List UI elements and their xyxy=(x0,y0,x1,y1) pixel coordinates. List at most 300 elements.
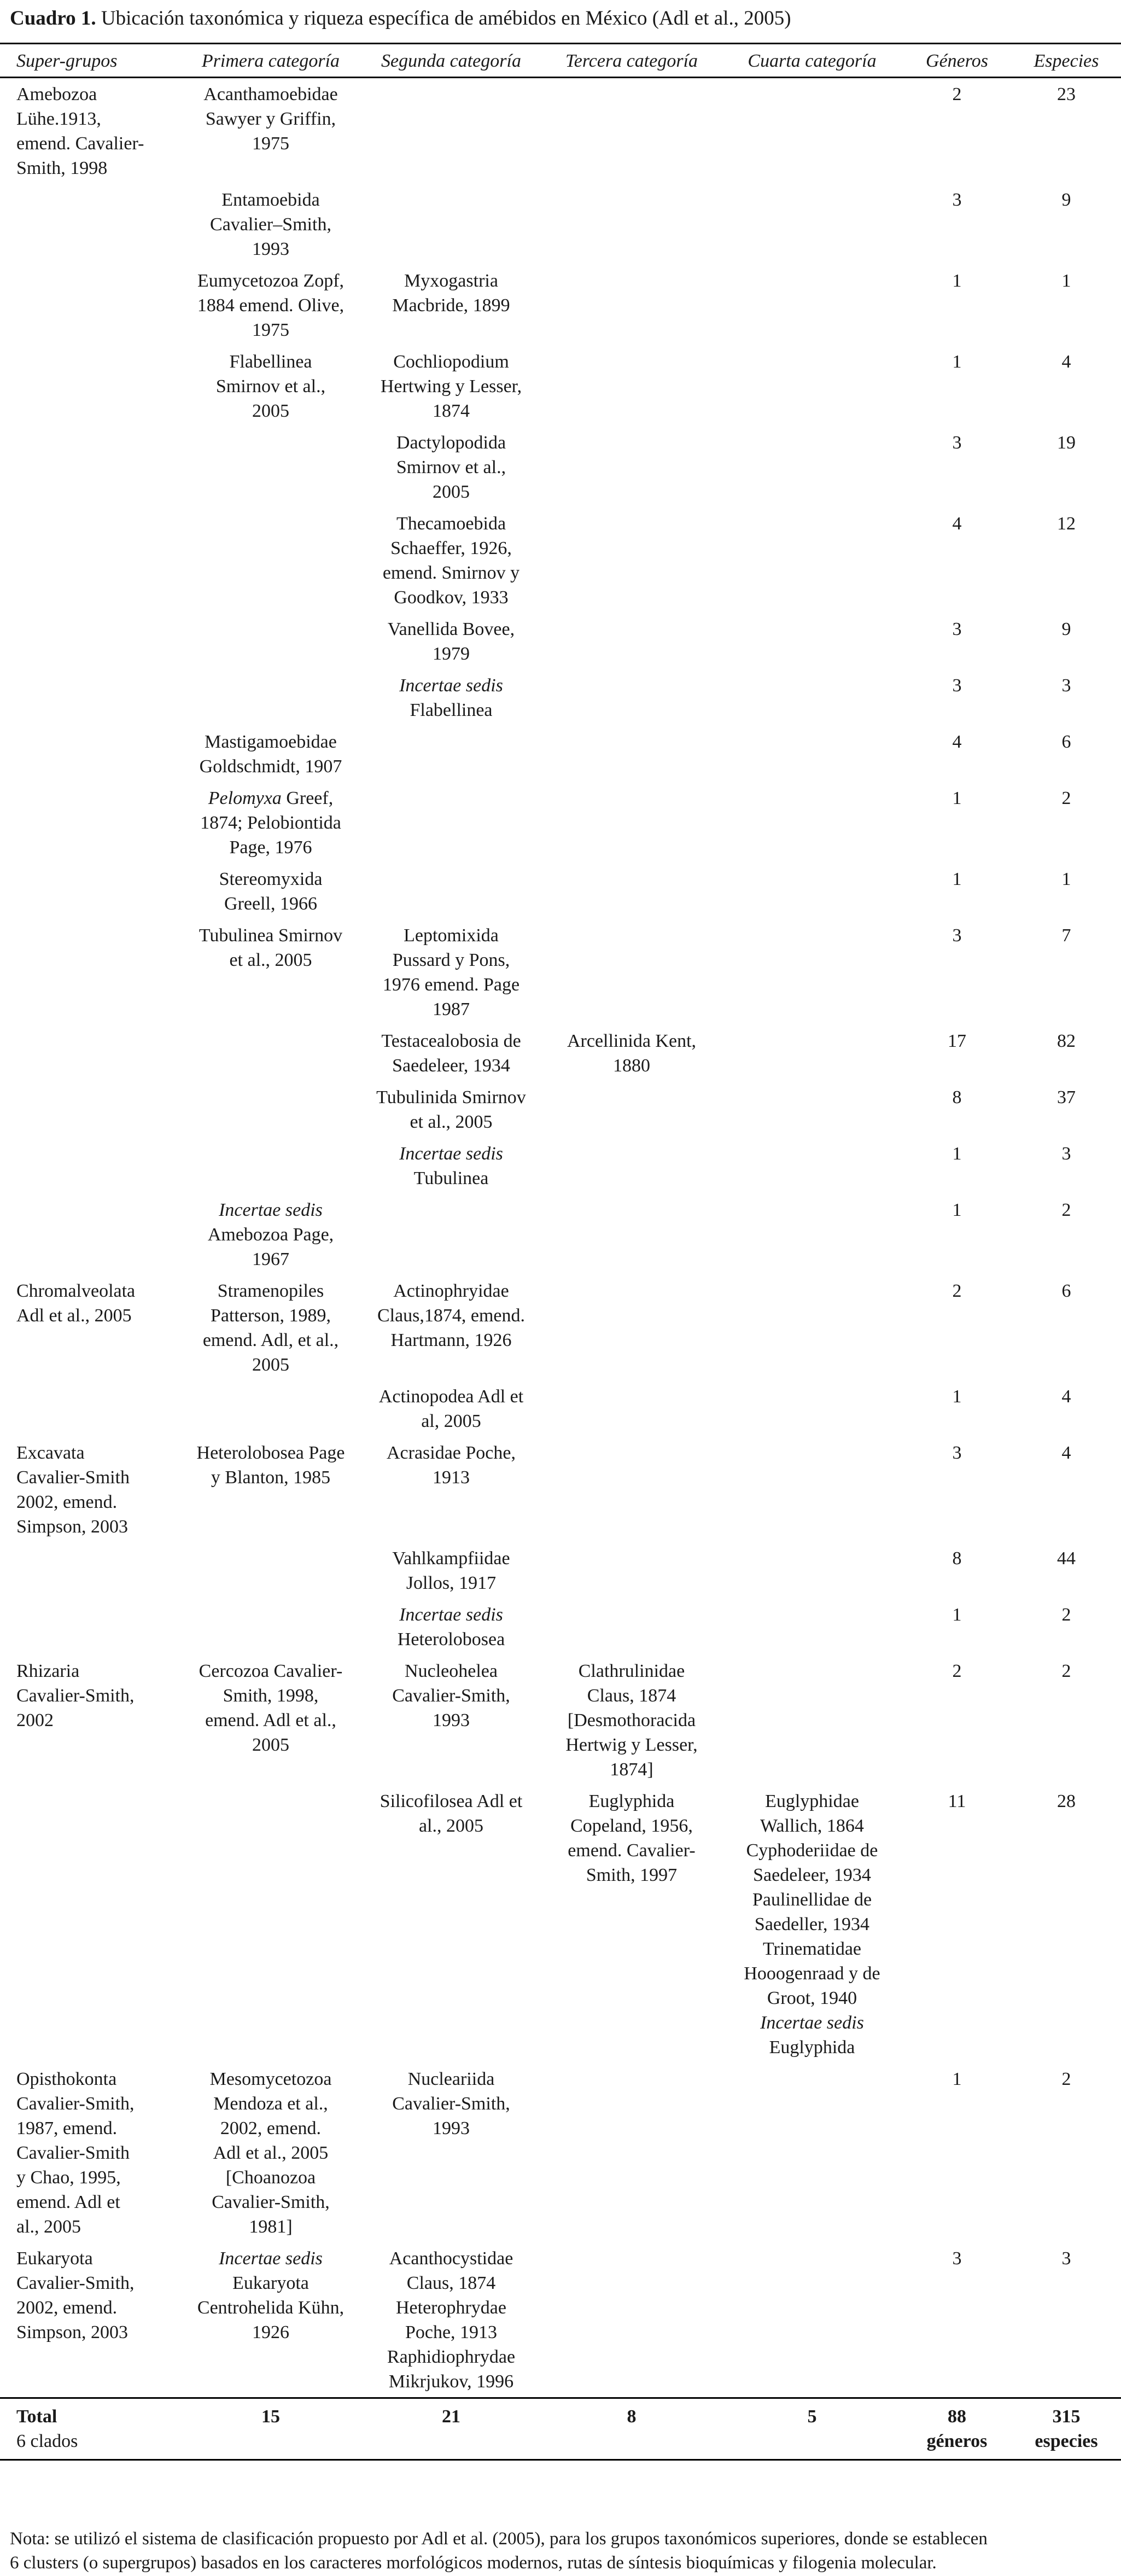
cell-primera xyxy=(180,508,361,613)
cell-cuarta xyxy=(722,265,902,346)
cell-tercera xyxy=(541,346,722,427)
cell-especies xyxy=(1012,1437,1121,1542)
table-row xyxy=(0,919,1121,1025)
cell-especies xyxy=(1012,863,1121,919)
cell-super-grupo xyxy=(0,1785,180,2063)
generos-value: 3 xyxy=(952,2248,962,2269)
cell-primera xyxy=(180,1025,361,1081)
cell-line: 1993 xyxy=(252,239,289,259)
especies-value: 3 xyxy=(1061,1144,1071,1164)
cell-line: Adl et al., 2005 xyxy=(213,2143,329,2163)
cell-line: Incertae sedis xyxy=(219,1200,323,1220)
cell-segunda xyxy=(361,613,541,669)
cell-tercera xyxy=(541,427,722,508)
cell-especies xyxy=(1012,726,1121,782)
cell-line: Cavalier-Smith xyxy=(16,1467,130,1488)
cell-line: Actinopodea Adl et xyxy=(378,1386,524,1407)
total-primera-value: 15 xyxy=(261,2406,280,2427)
especies-value: 9 xyxy=(1061,619,1071,639)
cell-line: Smith, 1998 xyxy=(16,158,108,178)
cell-line: 1884 emend. Olive, xyxy=(197,295,345,316)
table-row xyxy=(0,613,1121,669)
header-especies: Especies xyxy=(1012,44,1121,78)
cell-line: Wallich, 1864 xyxy=(760,1816,864,1836)
cell-line: Myxogastria xyxy=(404,271,498,291)
cell-line: Arcellinida Kent, xyxy=(567,1031,697,1051)
cell-super-grupo xyxy=(0,427,180,508)
cell-line: Smith, 1997 xyxy=(586,1865,678,1885)
table-row xyxy=(0,1380,1121,1437)
cell-line: Tubulinea xyxy=(413,1168,489,1188)
cell-primera xyxy=(180,919,361,1025)
cell-primera xyxy=(180,1138,361,1194)
table-row xyxy=(0,726,1121,782)
especies-value: 3 xyxy=(1061,2248,1071,2269)
cell-tercera xyxy=(541,2063,722,2242)
especies-value: 1 xyxy=(1061,271,1071,291)
cell-line: Sawyer y Griffin, xyxy=(205,109,336,129)
cell-super-grupo xyxy=(0,2242,180,2398)
cell-cuarta xyxy=(722,2242,902,2398)
cell-especies xyxy=(1012,669,1121,726)
cell-cuarta xyxy=(722,863,902,919)
cell-cuarta xyxy=(722,919,902,1025)
total-row xyxy=(0,2398,1121,2460)
table-footer xyxy=(0,2398,1121,2460)
cell-line: Jollos, 1917 xyxy=(406,1573,497,1593)
cell-line: Tubulinida Smirnov xyxy=(376,1087,526,1108)
cell-line: emend. Adl et xyxy=(16,2192,120,2212)
cell-generos xyxy=(902,2242,1012,2398)
especies-value: 19 xyxy=(1057,433,1076,453)
cell-cuarta xyxy=(722,1599,902,1655)
especies-value: 44 xyxy=(1057,1548,1076,1569)
caption-label: Cuadro 1. xyxy=(10,7,96,30)
cell-primera xyxy=(180,2242,361,2398)
cell-line: Cavalier-Smith, xyxy=(212,2192,330,2212)
total-segunda xyxy=(361,2398,541,2460)
cell-cuarta xyxy=(722,78,902,184)
cell-cuarta xyxy=(722,1380,902,1437)
cell-super-grupo xyxy=(0,1081,180,1138)
cell-line: Heterolobosea xyxy=(397,1629,505,1650)
cell-generos xyxy=(902,919,1012,1025)
cell-line: Smith, 1998, xyxy=(223,1686,319,1706)
header-primera: Primera categoría xyxy=(180,44,361,78)
cell-line: Saedeleer, 1934 xyxy=(753,1865,871,1885)
cell-cuarta xyxy=(722,1194,902,1275)
cell-line: Eukaryota xyxy=(16,2248,93,2269)
table-row xyxy=(0,508,1121,613)
cell-segunda xyxy=(361,1138,541,1194)
cell-line: 1874 xyxy=(433,401,470,421)
cell-generos xyxy=(902,1025,1012,1081)
cell-tercera xyxy=(541,1194,722,1275)
cell-super-grupo xyxy=(0,508,180,613)
generos-value: 1 xyxy=(952,2069,962,2089)
generos-value: 2 xyxy=(952,1281,962,1301)
especies-value: 1 xyxy=(1061,869,1071,889)
cell-line: Hertwing y Lesser, xyxy=(380,376,522,397)
cell-cuarta xyxy=(722,1025,902,1081)
cell-especies xyxy=(1012,346,1121,427)
cell-line: Nucleohelea xyxy=(405,1661,498,1681)
cell-especies xyxy=(1012,1025,1121,1081)
cell-line: Lühe.1913, xyxy=(16,109,101,129)
cell-especies xyxy=(1012,1275,1121,1380)
cell-line: Cavalier-Smith, xyxy=(392,1686,510,1706)
table-row xyxy=(0,863,1121,919)
cell-line: y Chao, 1995, xyxy=(16,2167,121,2188)
cell-generos xyxy=(902,1380,1012,1437)
cell-cuarta xyxy=(722,2063,902,2242)
cell-cuarta xyxy=(722,508,902,613)
cell-line: Eukaryota xyxy=(232,2273,309,2293)
table-body xyxy=(0,78,1121,2398)
generos-value: 4 xyxy=(952,514,962,534)
cell-generos xyxy=(902,508,1012,613)
cell-tercera xyxy=(541,726,722,782)
especies-value: 6 xyxy=(1061,732,1071,752)
cell-line: Tubulinea Smirnov xyxy=(198,925,343,946)
cell-super-grupo xyxy=(0,1194,180,1275)
total-primera xyxy=(180,2398,361,2460)
cell-primera xyxy=(180,1081,361,1138)
total-tercera xyxy=(541,2398,722,2460)
cell-cuarta xyxy=(722,184,902,265)
cell-line: [Choanozoa xyxy=(225,2167,316,2188)
especies-value: 4 xyxy=(1061,1443,1071,1463)
cell-cuarta xyxy=(722,1275,902,1380)
generos-value: 3 xyxy=(952,619,962,639)
cell-tercera xyxy=(541,265,722,346)
generos-value: 11 xyxy=(948,1791,966,1811)
cell-line: Simpson, 2003 xyxy=(16,1517,129,1537)
generos-value: 1 xyxy=(952,1144,962,1164)
cell-primera xyxy=(180,427,361,508)
cell-segunda xyxy=(361,1380,541,1437)
cell-cuarta xyxy=(722,1437,902,1542)
cell-super-grupo xyxy=(0,1542,180,1599)
cell-line: Smirnov et al., xyxy=(215,376,326,397)
cell-especies xyxy=(1012,919,1121,1025)
taxonomy-table xyxy=(0,43,1121,2461)
total-tercera-value: 8 xyxy=(627,2406,637,2427)
cell-super-grupo xyxy=(0,669,180,726)
cell-cuarta xyxy=(722,427,902,508)
cell-generos xyxy=(902,1542,1012,1599)
cell-cuarta xyxy=(722,613,902,669)
cell-segunda xyxy=(361,726,541,782)
cell-line: Saedeller, 1934 xyxy=(754,1914,870,1934)
cell-tercera xyxy=(541,1655,722,1785)
generos-value: 17 xyxy=(948,1031,966,1051)
especies-value: 3 xyxy=(1061,675,1071,696)
cell-line: al, 2005 xyxy=(421,1411,481,1431)
cell-primera xyxy=(180,78,361,184)
cell-line: 2005 xyxy=(252,401,289,421)
cell-line: Amebozoa Page, xyxy=(207,1225,334,1245)
generos-value: 2 xyxy=(952,1661,962,1681)
cell-especies xyxy=(1012,1599,1121,1655)
generos-value: 3 xyxy=(952,190,962,210)
cell-tercera xyxy=(541,78,722,184)
cell-line: Hooogenraad y de xyxy=(744,1963,880,1984)
cell-line: 2005 xyxy=(433,482,470,502)
cell-segunda xyxy=(361,863,541,919)
cell-especies xyxy=(1012,1655,1121,1785)
cell-line: Stereomyxida xyxy=(219,869,323,889)
cell-generos xyxy=(902,184,1012,265)
cell-primera xyxy=(180,1785,361,2063)
cell-line: Hertwig y Lesser, xyxy=(565,1735,698,1755)
cell-generos xyxy=(902,726,1012,782)
total-label: Total xyxy=(16,2406,57,2427)
cell-line: Actinophryidae xyxy=(393,1281,509,1301)
cell-line: Cavalier-Smith, xyxy=(16,1686,135,1706)
cell-line: Acanthocystidae xyxy=(389,2248,513,2269)
cell-cuarta xyxy=(722,782,902,863)
cell-line: emend. Cavalier- xyxy=(568,1840,696,1861)
cell-line: Incertae sedis xyxy=(399,1144,503,1164)
especies-value: 4 xyxy=(1061,1386,1071,1407)
cell-super-grupo xyxy=(0,265,180,346)
table-row xyxy=(0,1194,1121,1275)
cell-line: Excavata xyxy=(16,1443,85,1463)
cell-cuarta xyxy=(722,1655,902,1785)
cell-primera xyxy=(180,1542,361,1599)
cell-line: Vanellida Bovee, xyxy=(387,619,515,639)
cell-line: Poche, 1913 xyxy=(405,2322,498,2342)
cell-generos xyxy=(902,1194,1012,1275)
cell-cuarta xyxy=(722,726,902,782)
generos-value: 1 xyxy=(952,352,962,372)
cell-tercera xyxy=(541,1785,722,2063)
total-generos-value: 88 xyxy=(948,2406,966,2427)
cell-line: 1987, emend. xyxy=(16,2118,118,2138)
total-especies xyxy=(1012,2398,1121,2460)
cell-line: emend. Adl, et al., xyxy=(202,1330,339,1350)
cell-line: et al., 2005 xyxy=(410,1112,493,1132)
total-especies-value: 315 xyxy=(1052,2406,1081,2427)
cell-tercera xyxy=(541,184,722,265)
especies-value: 28 xyxy=(1057,1791,1076,1811)
cell-super-grupo xyxy=(0,1380,180,1437)
generos-value: 8 xyxy=(952,1548,962,1569)
cell-primera xyxy=(180,1380,361,1437)
cell-generos xyxy=(902,2063,1012,2242)
cell-line: 1913 xyxy=(433,1467,470,1488)
cell-super-grupo xyxy=(0,1138,180,1194)
cell-line: 1979 xyxy=(433,644,470,664)
cell-line: Centrohelida Kühn, xyxy=(197,2298,345,2318)
cell-primera xyxy=(180,782,361,863)
cell-line: Dactylopodida xyxy=(396,433,506,453)
cell-segunda xyxy=(361,184,541,265)
cell-line: 2005 xyxy=(252,1355,289,1375)
cell-especies xyxy=(1012,427,1121,508)
cell-line: Flabellinea xyxy=(410,700,493,720)
cell-line: Claus,1874, emend. xyxy=(377,1306,526,1326)
cell-line: Testacealobosia de xyxy=(381,1031,521,1051)
header-segunda: Segunda categoría xyxy=(361,44,541,78)
generos-value: 1 xyxy=(952,271,962,291)
cell-tercera xyxy=(541,863,722,919)
cell-segunda xyxy=(361,1542,541,1599)
total-label-cell xyxy=(0,2398,180,2460)
cell-tercera xyxy=(541,1081,722,1138)
cell-especies xyxy=(1012,782,1121,863)
cell-segunda xyxy=(361,1655,541,1785)
generos-value: 3 xyxy=(952,433,962,453)
cell-line: Euglyphida xyxy=(769,2037,855,2058)
cell-line: al., 2005 xyxy=(16,2217,81,2237)
cell-super-grupo xyxy=(0,863,180,919)
cell-primera xyxy=(180,1275,361,1380)
cell-tercera xyxy=(541,1437,722,1542)
cell-primera xyxy=(180,1655,361,1785)
cell-line: Cavalier–Smith, xyxy=(210,214,331,235)
cell-line: Goodkov, 1933 xyxy=(394,587,509,608)
cell-line: [Desmothoracida xyxy=(567,1710,696,1730)
table-header xyxy=(0,44,1121,78)
table-row xyxy=(0,1275,1121,1380)
cell-line: 1981] xyxy=(249,2217,293,2237)
cell-especies xyxy=(1012,265,1121,346)
cell-generos xyxy=(902,78,1012,184)
cell-segunda xyxy=(361,669,541,726)
especies-value: 2 xyxy=(1061,788,1071,808)
cell-cuarta xyxy=(722,1785,902,2063)
cell-segunda xyxy=(361,782,541,863)
header-row xyxy=(0,44,1121,78)
generos-value: 3 xyxy=(952,675,962,696)
cell-line: Schaeffer, 1926, xyxy=(390,538,512,558)
cell-generos xyxy=(902,346,1012,427)
cell-line: Amebozoa xyxy=(16,84,97,104)
especies-value: 4 xyxy=(1061,352,1071,372)
cell-line: Flabellinea xyxy=(229,352,312,372)
cell-especies xyxy=(1012,78,1121,184)
table-row xyxy=(0,1138,1121,1194)
cell-primera xyxy=(180,1599,361,1655)
cell-line: Nucleariida xyxy=(407,2069,495,2089)
cell-line: Groot, 1940 xyxy=(767,1988,857,2008)
cell-line: 2002, emend. xyxy=(16,2298,118,2318)
cell-segunda xyxy=(361,2063,541,2242)
cell-line: 1880 xyxy=(613,1056,650,1076)
cell-line: 1975 xyxy=(252,133,289,154)
total-generos-unit: géneros xyxy=(926,2431,988,2451)
cell-super-grupo xyxy=(0,726,180,782)
cell-line: Paulinellidae de xyxy=(752,1890,872,1910)
cell-line: 2005 xyxy=(252,1735,289,1755)
especies-value: 2 xyxy=(1061,1200,1071,1220)
cell-tercera xyxy=(541,782,722,863)
cell-line: Cochliopodium xyxy=(393,352,509,372)
total-cuarta xyxy=(722,2398,902,2460)
cell-cuarta xyxy=(722,1081,902,1138)
cell-line: Saedeleer, 1934 xyxy=(392,1056,510,1076)
cell-line: Smirnov et al., xyxy=(396,457,506,477)
table-note xyxy=(10,2527,988,2575)
header-generos: Géneros xyxy=(902,44,1012,78)
cell-especies xyxy=(1012,508,1121,613)
cell-tercera xyxy=(541,1025,722,1081)
table-row xyxy=(0,1599,1121,1655)
note-line: Nota: se utilizó el sistema de clasificación propuesto por Adl et al. (2005), para los grupos taxonómicos superiores, donde se establecen xyxy=(10,2529,988,2549)
cell-segunda xyxy=(361,2242,541,2398)
cell-line: y Blanton, 1985 xyxy=(211,1467,331,1488)
generos-value: 3 xyxy=(952,1443,962,1463)
cell-tercera xyxy=(541,1275,722,1380)
total-cuarta-value: 5 xyxy=(807,2406,817,2427)
cell-line: Adl et al., 2005 xyxy=(16,1306,132,1326)
generos-value: 8 xyxy=(952,1087,962,1108)
caption-text: Ubicación taxonómica y riqueza específica de amébidos en México (Adl et al., 2005) xyxy=(101,7,791,30)
cell-segunda xyxy=(361,1437,541,1542)
cell-line: Hartmann, 1926 xyxy=(390,1330,512,1350)
cell-line: Goldschmidt, 1907 xyxy=(199,756,342,777)
cell-generos xyxy=(902,1081,1012,1138)
especies-value: 2 xyxy=(1061,1661,1071,1681)
cell-generos xyxy=(902,1275,1012,1380)
especies-value: 23 xyxy=(1057,84,1076,104)
cell-tercera xyxy=(541,669,722,726)
cell-generos xyxy=(902,863,1012,919)
cell-line: Stramenopiles xyxy=(217,1281,324,1301)
table-row xyxy=(0,1437,1121,1542)
cell-line: Heterophrydae xyxy=(395,2298,506,2318)
cell-line: Macbride, 1899 xyxy=(392,295,510,316)
cell-line: 2002, emend. xyxy=(220,2118,322,2138)
cell-especies xyxy=(1012,1785,1121,2063)
cell-line: Leptomixida xyxy=(404,925,499,946)
cell-line: emend. Smirnov y xyxy=(382,563,520,583)
cell-line: 2002 xyxy=(16,1710,54,1730)
cell-primera xyxy=(180,726,361,782)
cell-line: Acrasidae Poche, xyxy=(386,1443,516,1463)
generos-value: 1 xyxy=(952,1200,962,1220)
cell-line: Greell, 1966 xyxy=(224,894,317,914)
cell-line: Incertae sedis xyxy=(219,2248,323,2269)
generos-value: 2 xyxy=(952,84,962,104)
cell-line: 1987 xyxy=(433,999,470,1019)
cell-line: Incertae sedis xyxy=(760,2013,864,2033)
table-row xyxy=(0,1081,1121,1138)
especies-value: 9 xyxy=(1061,190,1071,210)
total-sublabel: 6 clados xyxy=(16,2431,78,2451)
cell-line: Page, 1976 xyxy=(229,837,312,858)
cell-super-grupo xyxy=(0,919,180,1025)
table-row xyxy=(0,669,1121,726)
table-row xyxy=(0,782,1121,863)
cell-line: Vahlkampfiidae xyxy=(392,1548,510,1569)
table-row xyxy=(0,184,1121,265)
cell-line: Cavalier-Smith, xyxy=(16,2273,135,2293)
cell-generos xyxy=(902,1655,1012,1785)
generos-value: 1 xyxy=(952,788,962,808)
cell-line: Mastigamoebidae xyxy=(205,732,337,752)
cell-tercera xyxy=(541,919,722,1025)
cell-line: Silicofilosea Adl et xyxy=(379,1791,523,1811)
table-row xyxy=(0,427,1121,508)
cell-segunda xyxy=(361,919,541,1025)
generos-value: 3 xyxy=(952,925,962,946)
cell-tercera xyxy=(541,1542,722,1599)
table-row xyxy=(0,2063,1121,2242)
table-row xyxy=(0,1655,1121,1785)
